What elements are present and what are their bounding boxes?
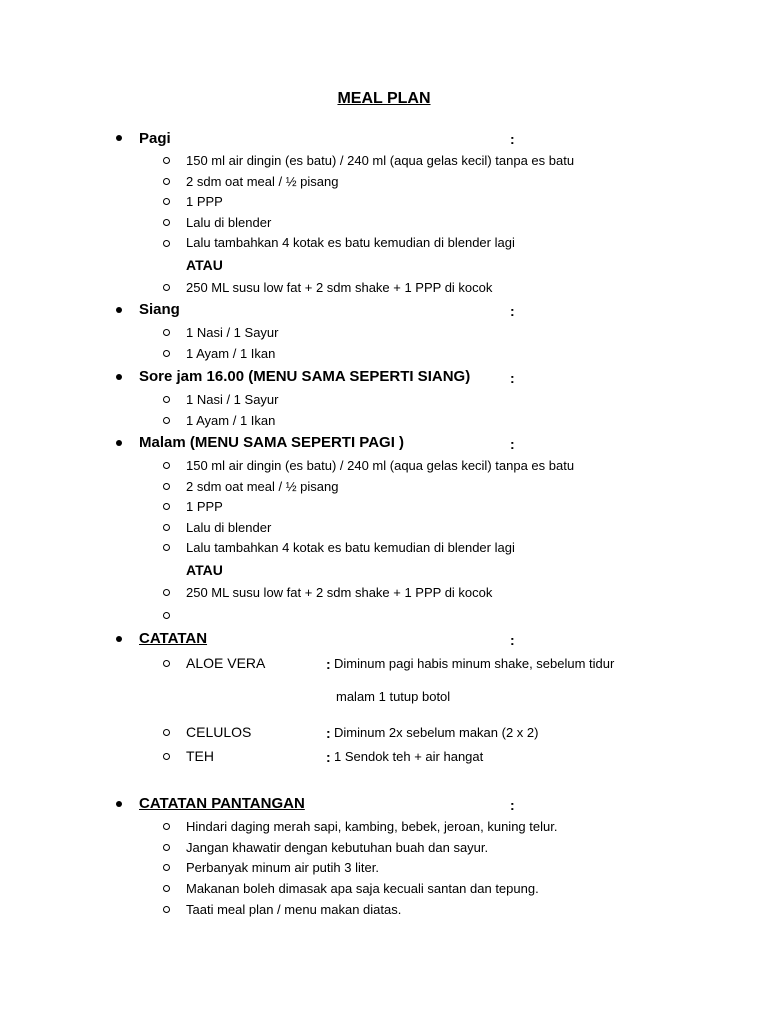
pantangan-item: Taati meal plan / menu makan diatas. [186,902,402,917]
sub-bullet [163,589,170,596]
catatan-value-teh: 1 Sendok teh + air hangat [334,749,484,764]
catatan-label-celulos: CELULOS [186,724,252,740]
malam-alternative: 250 ML susu low fat + 2 sdm shake + 1 PPP di kocok [186,585,493,600]
sub-bullet [163,524,170,531]
pagi-item: 150 ml air dingin (es batu) / 240 ml (aqua gelas kecil) tanpa es batu [186,153,575,168]
malam-item: Lalu tambahkan 4 kotak es batu kemudian di blender lagi [186,540,515,555]
sore-item: 1 Ayam / 1 Ikan [186,413,276,428]
catatan-value-aloe-vera-cont: malam 1 tutup botol [336,689,451,704]
sub-bullet [163,284,170,291]
bullet-pagi [116,135,122,141]
pagi-alternative: 250 ML susu low fat + 2 sdm shake + 1 PPP di kocok [186,280,493,295]
malam-item: 150 ml air dingin (es batu) / 240 ml (aqua gelas kecil) tanpa es batu [186,458,575,473]
catatan-colon: : [326,656,331,672]
sub-bullet [163,350,170,357]
pagi-item: 2 sdm oat meal / ½ pisang [186,174,339,189]
section-colon-pagi: : [510,131,515,147]
section-label-catatan: CATATAN [139,630,208,647]
sub-bullet [163,240,170,247]
catatan-colon: : [326,725,331,741]
section-label-pantangan: CATATAN PANTANGAN [139,795,305,812]
pantangan-item: Perbanyak minum air putih 3 liter. [186,860,379,875]
section-label-siang: Siang [139,301,180,318]
section-colon-malam: : [510,436,515,452]
catatan-label-teh: TEH [186,748,214,764]
pantangan-item: Jangan khawatir dengan kebutuhan buah dan sayur. [186,840,489,855]
sub-bullet-empty [163,612,170,619]
siang-item: 1 Ayam / 1 Ikan [186,346,276,361]
malam-item: 1 PPP [186,499,223,514]
sub-bullet [163,157,170,164]
sub-bullet [163,396,170,403]
sub-bullet [163,483,170,490]
catatan-value-aloe-vera: Diminum pagi habis minum shake, sebelum tidur [334,656,615,671]
sub-bullet [163,864,170,871]
sub-bullet [163,178,170,185]
section-label-sore: Sore jam 16.00 (MENU SAMA SEPERTI SIANG) [139,368,471,385]
siang-item: 1 Nasi / 1 Sayur [186,325,279,340]
malam-atau: ATAU [186,562,223,578]
malam-item: Lalu di blender [186,520,272,535]
catatan-value-celulos: Diminum 2x sebelum makan (2 x 2) [334,725,539,740]
malam-item: 2 sdm oat meal / ½ pisang [186,479,339,494]
sub-bullet [163,198,170,205]
sub-bullet [163,729,170,736]
sub-bullet [163,417,170,424]
section-colon-pantangan: : [510,797,515,813]
sub-bullet [163,885,170,892]
sub-bullet [163,823,170,830]
sub-bullet [163,462,170,469]
sub-bullet [163,660,170,667]
pantangan-item: Hindari daging merah sapi, kambing, bebek, jeroan, kuning telur. [186,819,558,834]
bullet-siang [116,307,122,313]
sub-bullet [163,219,170,226]
pagi-atau: ATAU [186,257,223,273]
bullet-catatan [116,636,122,642]
sub-bullet [163,544,170,551]
sub-bullet [163,503,170,510]
catatan-label-aloe-vera: ALOE VERA [186,655,266,671]
sub-bullet [163,753,170,760]
page-title: MEAL PLAN [337,90,431,107]
pagi-item: 1 PPP [186,194,223,209]
section-colon-siang: : [510,303,515,319]
catatan-colon: : [326,749,331,765]
pagi-item: Lalu tambahkan 4 kotak es batu kemudian di blender lagi [186,235,515,250]
bullet-malam [116,440,122,446]
section-label-malam: Malam (MENU SAMA SEPERTI PAGI ) [139,434,405,451]
pantangan-item: Makanan boleh dimasak apa saja kecuali santan dan tepung. [186,881,539,896]
pagi-item: Lalu di blender [186,215,272,230]
bullet-sore [116,374,122,380]
sub-bullet [163,906,170,913]
sub-bullet [163,844,170,851]
sore-item: 1 Nasi / 1 Sayur [186,392,279,407]
section-colon-sore: : [510,370,515,386]
section-label-pagi: Pagi [139,130,171,147]
section-colon-catatan: : [510,632,515,648]
sub-bullet [163,329,170,336]
bullet-pantangan [116,801,122,807]
